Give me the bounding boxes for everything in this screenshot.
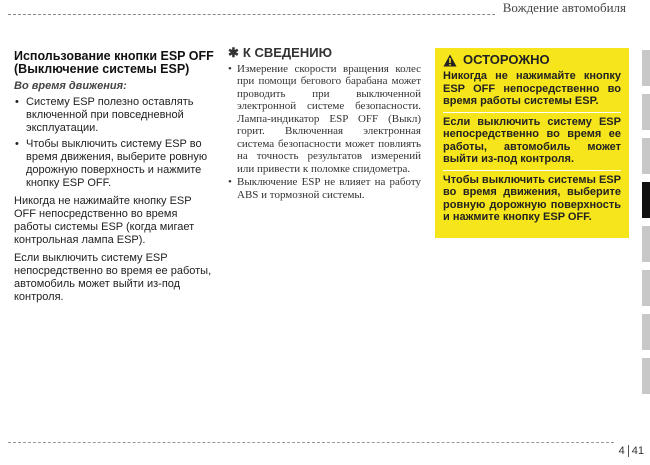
- warning-box: [435, 48, 629, 238]
- paragraph: Никогда не нажимайте кнопку ESP OFF непосредственно во время работы системы ESP (когда мигает контрольная лампа ESP).: [14, 195, 195, 246]
- paragraph: Если выключить систему ESP непосредственно во время ее работы, автомобиль может выйти из-под контроля.: [14, 252, 212, 303]
- warning-paragraph: Чтобы выключить системы ESP во время движения, выберите ровную дорожную поверхность и нажмите кнопку ESP OFF.: [443, 170, 621, 224]
- page-number-value: 41: [631, 445, 644, 457]
- note-heading: [228, 47, 421, 60]
- page-number-divider: [628, 445, 629, 457]
- warning-paragraph: Никогда не нажимайте кнопку ESP OFF непосредственно во время работы системы ESP.: [443, 70, 621, 107]
- warning-heading-text: ОСТОРОЖНО: [463, 52, 550, 68]
- asterisk-icon: ✱: [228, 45, 239, 60]
- list-item: • Измерение скорости вращения колес при помощи бегового барабана может проводить при выключенной электронной системе безопасности. Лампа-индикатор ESP OFF (Выкл) горит. Включенная электронная система безопасности может повлиять на точность результатов измерений или привести к поломке спидометра.: [228, 63, 421, 176]
- chapter-tab[interactable]: [642, 138, 650, 174]
- left-bullet-list: [14, 96, 214, 190]
- note-heading-text: К СВЕДЕНИЮ: [242, 45, 332, 60]
- footer-rule: [8, 442, 614, 443]
- page-number: [619, 445, 644, 457]
- warning-paragraph: Если выключить систему ESP непосредственно во время ее работы, автомобиль может выйти из-под контроля.: [443, 112, 621, 166]
- list-item: • Выключение ESP не влияет на работу ABS и тормозной системы.: [228, 176, 421, 201]
- chapter-tabs: [642, 50, 650, 402]
- warning-heading: [443, 54, 621, 67]
- list-item: • Систему ESP полезно оставлять включенной при повседневной эксплуатации.: [14, 96, 214, 135]
- page-header-title: Вождение автомобиля: [495, 0, 632, 16]
- middle-column: [228, 47, 421, 202]
- left-column: [14, 50, 214, 309]
- section-subheading: Во время движения:: [14, 80, 127, 92]
- chapter-tab[interactable]: [642, 226, 650, 262]
- chapter-tab[interactable]: [642, 270, 650, 306]
- chapter-tab[interactable]: [642, 314, 650, 350]
- note-bullet-list: [228, 63, 421, 202]
- chapter-number: 4: [618, 445, 625, 457]
- chapter-tab[interactable]: [642, 358, 650, 394]
- section-heading: Использование кнопки ESP OFF (Выключение системы ESP): [14, 49, 214, 76]
- chapter-tab[interactable]: [642, 50, 650, 86]
- list-item: • Чтобы выключить систему ESP во время движения, выберите ровную дорожную поверхность и нажмите кнопку ESP OFF.: [14, 138, 214, 190]
- chapter-tab[interactable]: [642, 94, 650, 130]
- warning-triangle-icon: [443, 54, 457, 67]
- chapter-tab-active[interactable]: [642, 182, 650, 218]
